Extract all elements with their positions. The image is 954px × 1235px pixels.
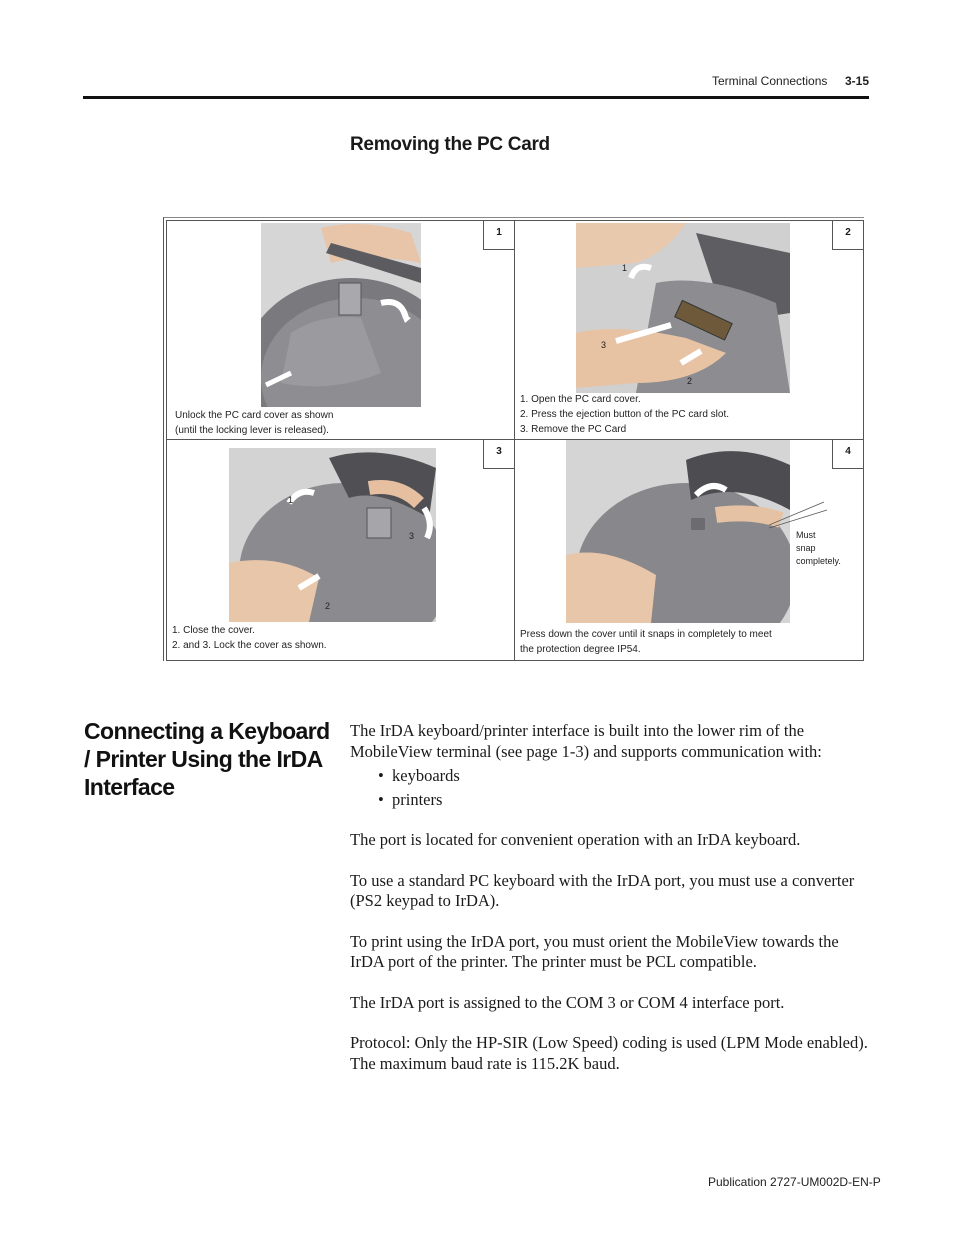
- caption-line: Press down the cover until it snaps in completely to meet: [520, 629, 772, 640]
- side-heading: Connecting a Keyboard / Printer Using the IrDA Interface: [84, 718, 330, 800]
- step-number: 2: [832, 221, 863, 250]
- running-header-section: Terminal Connections: [712, 74, 828, 88]
- caption-line: 3. Remove the PC Card: [520, 424, 627, 435]
- body-text: [350, 721, 870, 1094]
- section-title: Removing the PC Card: [350, 134, 550, 155]
- caption-line: 1. Open the PC card cover.: [520, 394, 641, 405]
- photo-eject-card: [576, 223, 790, 393]
- caption-line: the protection degree IP54.: [520, 644, 641, 655]
- callout-2: [325, 599, 330, 614]
- panel-caption: [520, 627, 772, 657]
- callout-3: [409, 529, 414, 544]
- pc-card-removal-figure: [163, 217, 864, 661]
- paragraph: Protocol: Only the HP-SIR (Low Speed) coding is used (LPM Mode enabled). The maximum baud rate is 115.2K baud.: [350, 1033, 868, 1073]
- panel-caption: [172, 623, 327, 653]
- caption-line: (until the locking lever is released).: [175, 425, 329, 436]
- caption-line: Unlock the PC card cover as shown: [175, 410, 334, 421]
- device-list: [350, 766, 870, 810]
- callout-1: [622, 261, 627, 276]
- list-item: • keyboards: [378, 766, 870, 787]
- callout-number: 2: [325, 601, 331, 611]
- photo-unlock-cover: [261, 223, 421, 407]
- list-item: • printers: [378, 790, 870, 811]
- panel-caption: [520, 392, 729, 437]
- figure-panel-2: [514, 220, 864, 440]
- caption-line: 2. Press the ejection button of the PC card slot.: [520, 409, 730, 420]
- step-number: 4: [832, 440, 863, 469]
- callout-1: [288, 493, 293, 508]
- step-number: 3: [483, 440, 514, 469]
- intro-paragraph: The IrDA keyboard/printer interface is built into the lower rim of the MobileView terminal (see page 1-3) and supports communication with:: [350, 721, 822, 761]
- panel-caption: [175, 408, 333, 438]
- figure-panel-1: [166, 220, 515, 440]
- callout-number: 1: [622, 263, 628, 273]
- photo-press-cover: [566, 440, 790, 623]
- paragraph: To print using the IrDA port, you must orient the MobileView towards the IrDA port of the printer. The printer must be PCL compatible.: [350, 931, 839, 971]
- caption-line: 2. and 3. Lock the cover as shown.: [172, 640, 327, 651]
- page-number: 3-15: [845, 74, 870, 88]
- header-rule: [83, 96, 869, 99]
- publication-footer: Publication 2727-UM002D-EN-P: [708, 1175, 881, 1189]
- callout-number: 3: [601, 340, 607, 350]
- figure-panel-3: [166, 439, 515, 661]
- paragraph: To use a standard PC keyboard with the IrDA port, you must use a converter (PS2 keypad to IrDA).: [350, 870, 855, 910]
- paragraph: The port is located for convenient operation with an IrDA keyboard.: [350, 830, 801, 849]
- callout-number: 2: [687, 376, 693, 386]
- callout-number: 3: [409, 531, 415, 541]
- note-line: completely.: [796, 556, 841, 566]
- zoom-callout-line: [769, 500, 829, 530]
- step-number: 1: [483, 221, 514, 250]
- callout-3: [601, 338, 606, 353]
- callout-2: [687, 374, 692, 389]
- note-line: Must: [796, 530, 816, 540]
- figure-panel-4: [514, 439, 864, 661]
- callout-number: 1: [288, 495, 294, 505]
- note-line: snap: [796, 543, 816, 553]
- photo-close-cover: [229, 448, 436, 622]
- paragraph: The IrDA port is assigned to the COM 3 or COM 4 interface port.: [350, 992, 785, 1012]
- snap-note: [796, 529, 841, 568]
- caption-line: 1. Close the cover.: [172, 625, 255, 636]
